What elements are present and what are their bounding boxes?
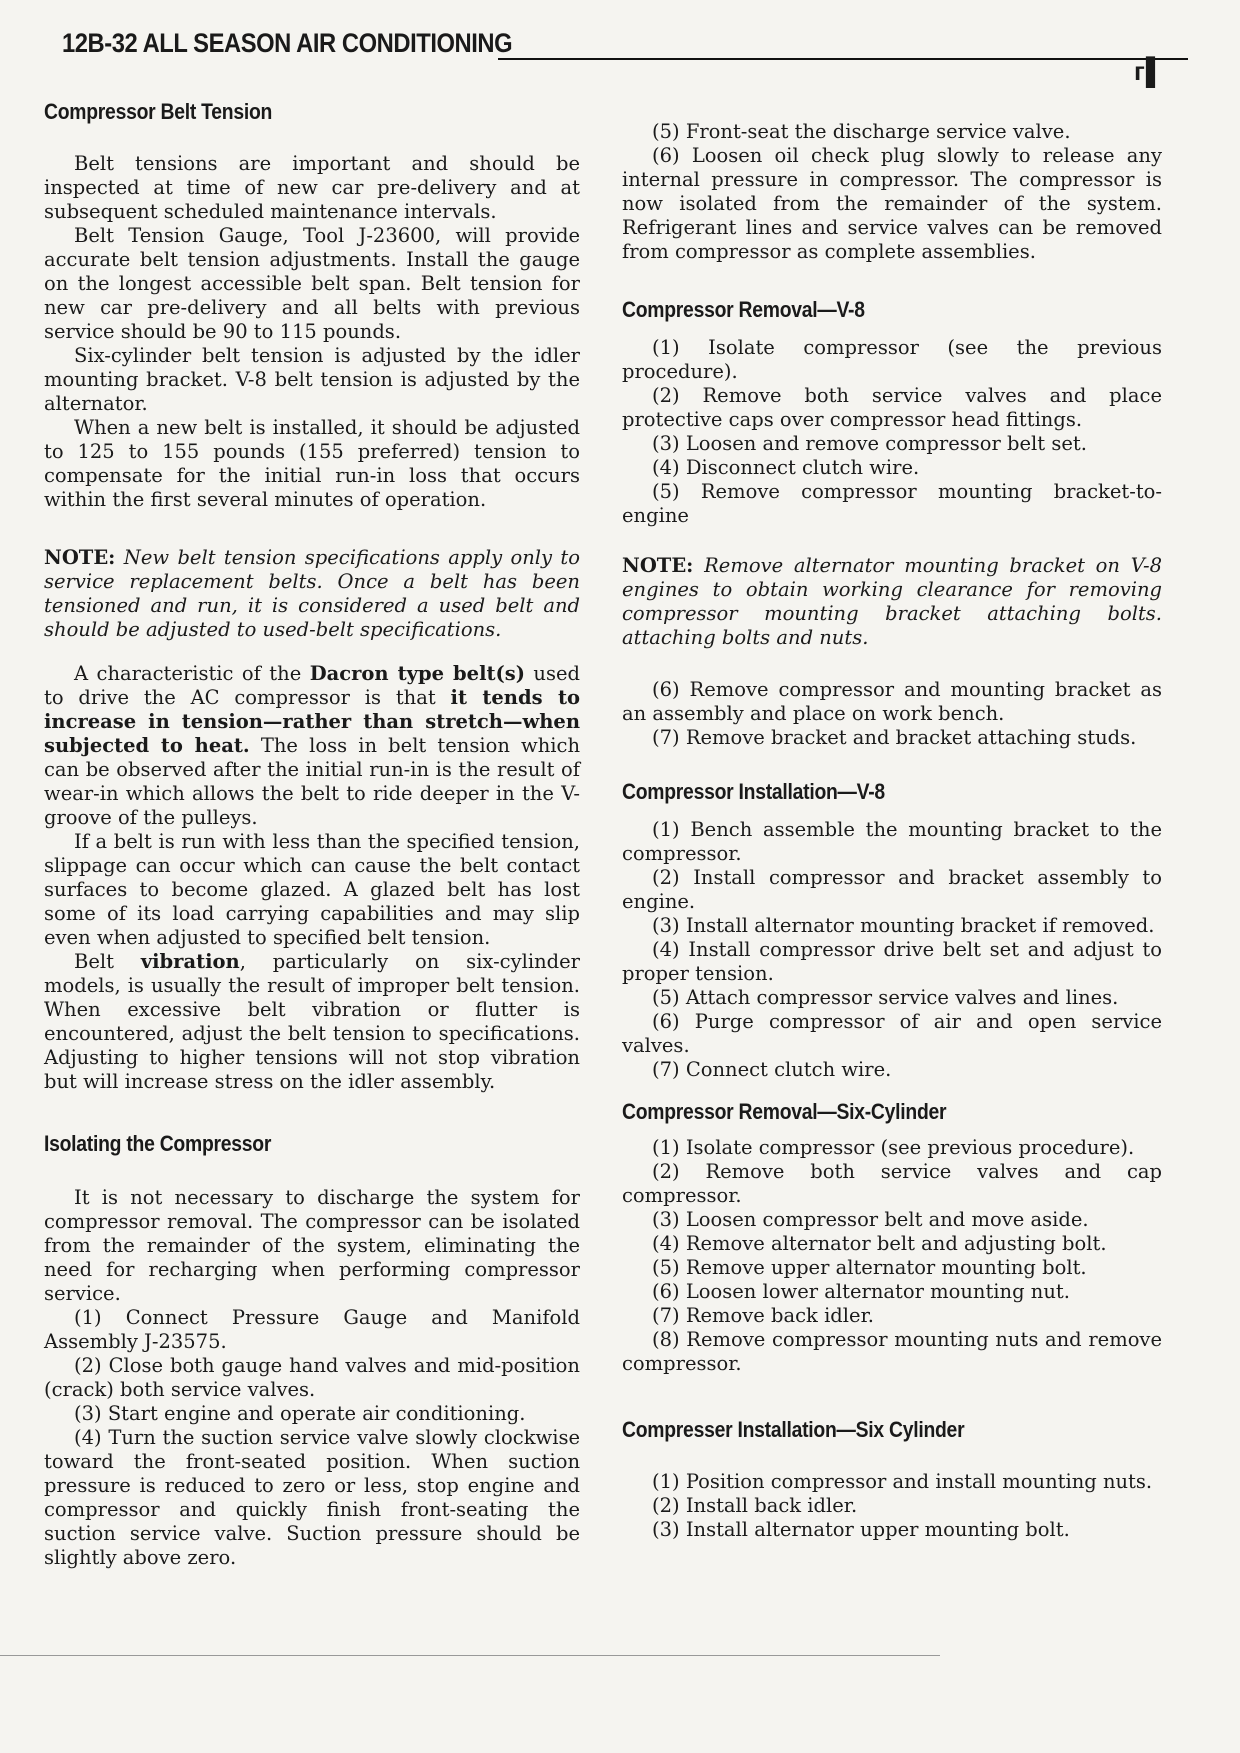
bold-run: Dacron type belt(s) <box>309 662 525 685</box>
removal-v8-step: (2) Remove both service valves and place protective caps over compressor head fittings. <box>622 384 1162 431</box>
vibration-paragraph <box>44 950 580 1094</box>
heading-install-v8: Compressor Installation—V-8 <box>622 779 885 804</box>
heading-install-six: Compresser Installation—Six Cylinder <box>622 1417 965 1442</box>
removal-v8-step: (7) Remove bracket and bracket attaching studs. <box>652 726 1137 749</box>
right-column <box>622 120 1162 1542</box>
dacron-paragraph <box>44 662 580 830</box>
note-text: New belt tension specifications apply only to service replacement belts. Once a belt has been tensioned and run, it is considered a used belt and should be adjusted to used-belt specifications. <box>44 546 581 641</box>
belt-tension-para-1: Belt tensions are important and should be inspected at time of new car pre-delivery and at subsequent scheduled maintenance intervals. <box>44 152 580 223</box>
install-six-step: (2) Install back idler. <box>652 1494 858 1517</box>
isolating-step: (1) Connect Pressure Gauge and Manifold Assembly J-23575. <box>44 1306 580 1353</box>
heading-removal-six: Compressor Removal—Six-Cylinder <box>622 1099 947 1124</box>
isolating-step: (4) Turn the suction service valve slowly clockwise toward the front-seated position. When suction pressure is reduced to zero or less, stop engine and compressor and quickly finish front-seating the suction service valve. Suction pressure should be slightly above zero. <box>44 1426 580 1569</box>
removal-v8-step: (3) Loosen and remove compressor belt set. <box>652 432 1087 455</box>
removal-six-step: (6) Loosen lower alternator mounting nut. <box>652 1280 1070 1303</box>
bold-run: vibration <box>140 950 240 973</box>
install-v8-step: (3) Install alternator mounting bracket if removed. <box>652 914 1155 937</box>
bold-run: it tends to increase in tension—rather than stretch—when subjected to heat. <box>44 686 580 757</box>
bottom-rule <box>0 1655 940 1656</box>
removal-v8-step: (5) Remove compressor mounting bracket-to-engine <box>622 480 1162 527</box>
heading-removal-v8: Compressor Removal—V-8 <box>622 297 865 322</box>
belt-tension-para-3: Six-cylinder belt tension is adjusted by the idler mounting bracket. V-8 belt tension is adjusted by the alternator. <box>44 344 580 415</box>
isolating-intro: It is not necessary to discharge the system for compressor removal. The compressor can be isolated from the remainder of the system, eliminating the need for recharging when performing compressor service. <box>44 1186 580 1305</box>
install-v8-step: (4) Install compressor drive belt set and adjust to proper tension. <box>622 938 1162 985</box>
note-block <box>622 554 1162 650</box>
text-run: Belt <box>74 950 141 973</box>
removal-six-step: (5) Remove upper alternator mounting bolt. <box>652 1256 1087 1279</box>
removal-six-step: (1) Isolate compressor (see previous procedure). <box>652 1136 1135 1159</box>
removal-v8-step: (6) Remove compressor and mounting bracket as an assembly and place on work bench. <box>622 678 1162 725</box>
left-column <box>44 100 580 1570</box>
removal-six-step: (3) Loosen compressor belt and move aside. <box>652 1208 1089 1231</box>
install-six-step: (3) Install alternator upper mounting bolt. <box>652 1518 1070 1541</box>
install-v8-step: (7) Connect clutch wire. <box>652 1058 892 1081</box>
text-run: A characteristic of the <box>74 662 310 685</box>
note-text: Remove alternator mounting bracket on V-8 engines to obtain working clearance for removing compressor mounting bracket attaching bolts. attaching bolts and nuts. <box>622 554 1162 649</box>
install-six-step: (1) Position compressor and install mounting nuts. <box>652 1470 1153 1493</box>
header-rule <box>498 58 1188 60</box>
text-run: , particularly on six-cylinder models, is usually the result of improper belt tension. When excessive belt vibration or flutter is encountered, adjust the belt tension to specifications. Adjusting to higher tensions will not stop vibration but will increase stress on the idler assembly. <box>44 950 580 1093</box>
isolating-step: (3) Start engine and operate air conditioning. <box>74 1402 526 1425</box>
install-v8-step: (5) Attach compressor service valves and lines. <box>652 986 1119 1009</box>
removal-v8-step: (1) Isolate compressor (see the previous procedure). <box>622 336 1162 383</box>
install-v8-step: (2) Install compressor and bracket assembly to engine. <box>622 866 1162 913</box>
removal-six-step: (4) Remove alternator belt and adjusting bolt. <box>652 1232 1107 1255</box>
belt-tension-para-4: When a new belt is installed, it should be adjusted to 125 to 155 pounds (155 preferred) tension to compensate for the initial run-in loss that occurs within the first several minutes of operation. <box>44 416 580 511</box>
removal-six-step: (7) Remove back idler. <box>652 1304 874 1327</box>
glazed-paragraph: If a belt is run with less than the specified tension, slippage can occur which can cause the belt contact surfaces to become glazed. A glazed belt has lost some of its load carrying capabilities and may slip even when adjusted to specified belt tension. <box>44 830 580 949</box>
page-header <box>62 22 1166 86</box>
isolating-step: (2) Close both gauge hand valves and mid-position (crack) both service valves. <box>44 1354 580 1401</box>
removal-six-step: (8) Remove compressor mounting nuts and remove compressor. <box>622 1328 1162 1375</box>
isolating-step: (6) Loosen oil check plug slowly to release any internal pressure in compressor. The compressor is now isolated from the remainder of the system. Refrigerant lines and service valves can be removed from compressor as complete assemblies. <box>622 144 1162 263</box>
note-label: NOTE: <box>44 546 116 569</box>
text-run: used to drive the AC compressor is that <box>44 662 580 709</box>
removal-v8-step: (4) Disconnect clutch wire. <box>652 456 920 479</box>
note-block <box>44 546 580 642</box>
install-v8-step: (1) Bench assemble the mounting bracket to the compressor. <box>622 818 1162 865</box>
note-label: NOTE: <box>622 554 694 577</box>
install-v8-step: (6) Purge compressor of air and open service valves. <box>622 1010 1162 1057</box>
isolating-step: (5) Front-seat the discharge service valve. <box>652 120 1071 143</box>
page-title: 12B-32 ALL SEASON AIR CONDITIONING <box>62 28 513 58</box>
removal-six-step: (2) Remove both service valves and cap compressor. <box>622 1160 1162 1207</box>
heading-isolating: Isolating the Compressor <box>44 1131 272 1156</box>
heading-belt-tension: Compressor Belt Tension <box>44 99 273 124</box>
corner-mark-icon: ᴦ▌ <box>1134 56 1166 86</box>
text-run: The loss in belt tension which can be observed after the initial run-in is the result of wear-in which allows the belt to ride deeper in the V-groove of the pulleys. <box>44 734 581 829</box>
belt-tension-para-2: Belt Tension Gauge, Tool J-23600, will provide accurate belt tension adjustments. Install the gauge on the longest accessible belt span. Belt tension for new car pre-delivery and all belts with previous service should be 90 to 115 pounds. <box>44 224 580 343</box>
